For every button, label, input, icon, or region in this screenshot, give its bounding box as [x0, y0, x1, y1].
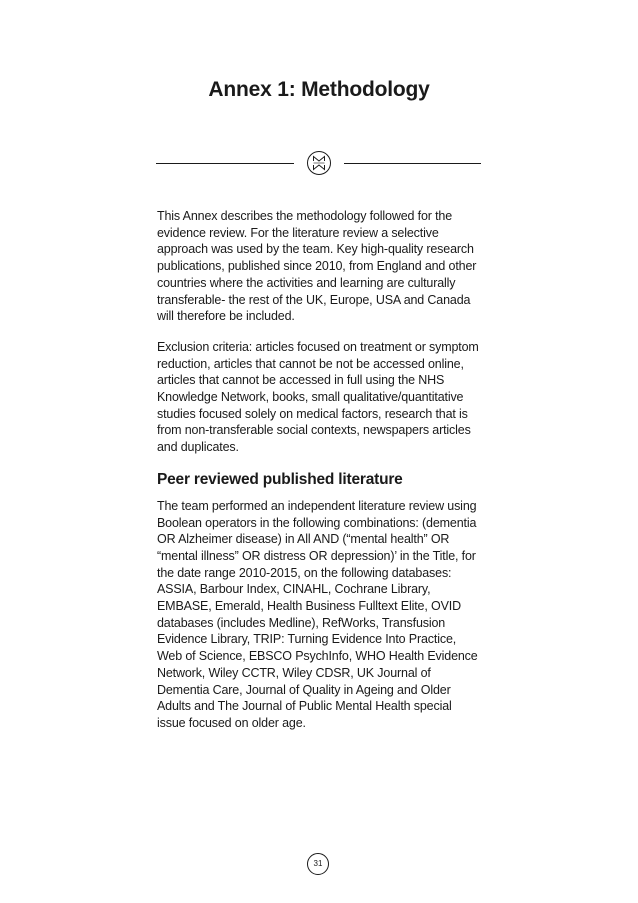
paragraph-exclusion-criteria: Exclusion criteria: articles focused on treatment or symptom reduction, articles that cannot be not be accessed online, articles that cannot be accessed in full using the NHS Knowledge Network, books, small qualitative/quantitative studies focused solely on medical factors, research that is from non-transferable social contexts, newspapers articles and duplicates. [157, 339, 479, 455]
title-divider [156, 150, 481, 178]
paragraph-intro: This Annex describes the methodology followed for the evidence review. For the literature review a selective approach was used by the team. Key high-quality research publications, published since 2010, from England and other countries where the activities and learning are culturally transferable- the rest of the UK, Europe, USA and Canada will therefore be included. [157, 209, 477, 324]
divider-line-right [344, 163, 481, 164]
body-content [157, 208, 480, 732]
paragraph-search-method: The team performed an independent literature review using Boolean operators in the following combinations: (dementia OR Alzheimer disease) in All AND (“mental health” OR “mental illness” OR distress OR depression)’ in the Title, for the date range 2010-2015, on the following databases: [157, 498, 477, 580]
monogram-logo-icon [306, 150, 332, 176]
section-heading: Peer reviewed published literature [157, 470, 403, 488]
paragraph-database-list: ASSIA, Barbour Index, CINAHL, Cochrane Library, EMBASE, Emerald, Health Business Fulltext Elite, OVID databases (includes Medline), RefWorks, Transfusion Evidence Library, TRIP: Turning Evidence Into Practice, Web of Science, EBSCO PsychInfo, WHO Health Evidence Network, Wiley CCTR, Wiley CDSR, UK Journal of Dementia Care, Journal of Quality in Ageing and Older Adults and The Journal of Public Mental Health special issue focused on older age. [157, 582, 478, 730]
divider-line-left [156, 163, 294, 164]
page-number: 31 [307, 853, 329, 875]
page-title: Annex 1: Methodology [208, 78, 430, 101]
